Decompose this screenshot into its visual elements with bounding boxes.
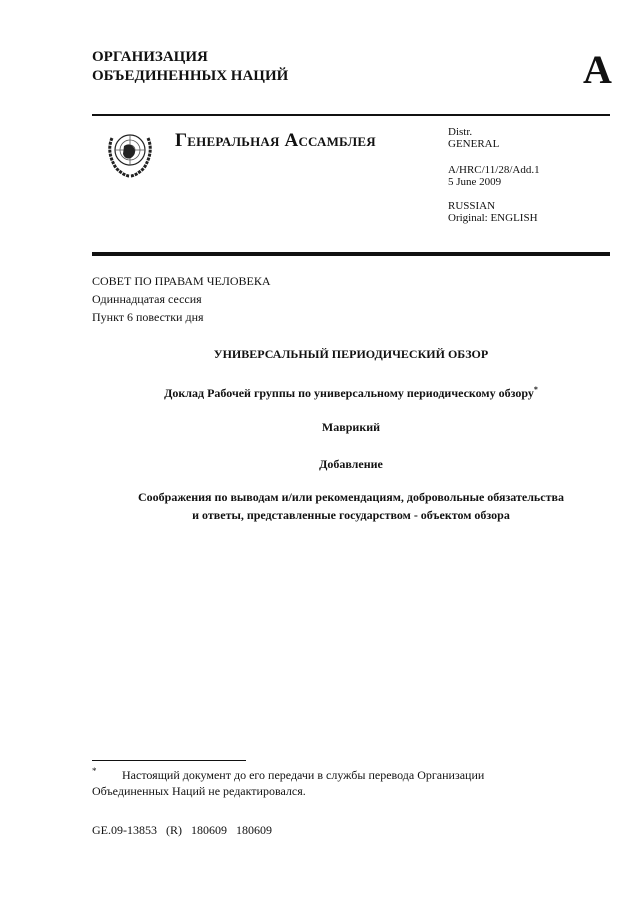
un-emblem-icon [104,124,156,180]
organization-name [92,48,288,86]
document-language: RUSSIAN [448,200,496,212]
heading-report-text: Доклад Рабочей группы по универсальному периодическому обзору [164,386,534,400]
footnote-reference: * [533,385,538,394]
subject-line-1: Соображения по выводам и/или рекомендациям, добровольные обязательства [138,490,564,504]
header-bottom-rule [92,252,610,256]
addendum-label: Добавление [319,457,383,471]
council-name: СОВЕТ ПО ПРАВАМ ЧЕЛОВЕКА [92,274,271,288]
original-language: Original: ENGLISH [448,212,538,224]
distr-label: Distr. [448,126,473,138]
document-symbol: A/HRC/11/28/Add.1 [448,164,540,176]
subject-line-2: и ответы, представленные государством - объектом обзора [192,508,510,522]
agenda-item: Пункт 6 повестки дня [92,310,204,324]
org-line-1: ОРГАНИЗАЦИЯ [92,49,208,65]
heading-upr: УНИВЕРСАЛЬНЫЙ ПЕРИОДИЧЕСКИЙ ОБЗОР [213,347,489,361]
country-name: Маврикий [321,420,381,434]
session: Одиннадцатая сессия [92,292,202,306]
distr-value: GENERAL [448,138,500,150]
document-date: 5 June 2009 [448,176,502,188]
footnote-line-1: Настоящий документ до его передачи в службы перевода Организации [122,768,485,782]
footnote-mark: * [92,766,97,776]
footnote-line-2: Объединенных Наций не редактировался. [92,784,306,798]
body-title: Генеральная Ассамблея [175,130,376,151]
org-line-2: ОБЪЕДИНЕННЫХ НАЦИЙ [92,68,289,84]
footnote-separator [92,760,246,761]
heading-report [92,381,610,402]
language-letter: A [583,47,612,92]
top-rule [92,114,610,116]
job-number: GE.09-13853 (R) 180609 180609 [92,823,272,837]
